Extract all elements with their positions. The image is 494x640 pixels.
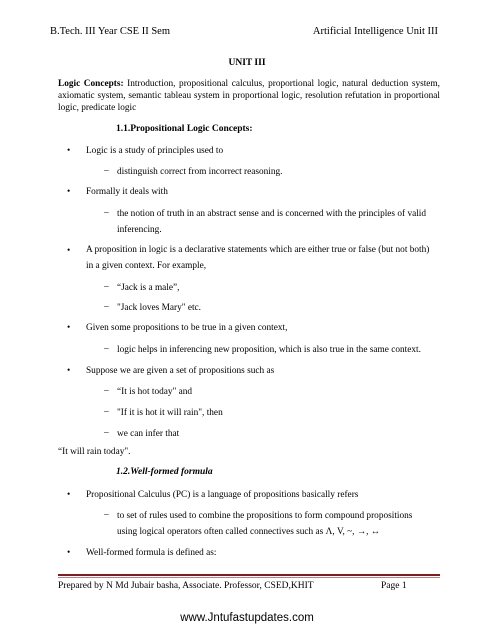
bullet-symbol: • xyxy=(67,366,71,376)
bullet-symbol: • xyxy=(67,187,71,197)
bullet-symbol: • xyxy=(67,246,71,256)
conclusion-text: “It will rain today". xyxy=(58,447,131,457)
bullet-item-6: Propositional Calculus (PC) is a language of propositions basically refers xyxy=(86,490,359,500)
bullet-item-2: Formally it deals with xyxy=(86,187,168,197)
dash-symbol: – xyxy=(104,510,109,520)
dash-symbol: – xyxy=(104,428,109,438)
bullet-item-4: Given some propositions to be true in a given context, xyxy=(86,323,288,333)
bullet-item-1: Logic is a study of principles used to xyxy=(86,146,224,156)
footer-author: Prepared by N Md Jubair basha, Associate. Professor, CSED,KHIT xyxy=(58,581,314,591)
sub-item-5-2: "If it is hot it will rain", then xyxy=(117,408,223,418)
watermark-url: www.Jntufastupdates.com xyxy=(180,612,314,624)
intro-text: Introduction, propositional calculus, proportional logic, natural deduction system, axiomatic system, semantic tableau system in proportional logic, resolution refutation in proportional logic, predicate logic xyxy=(58,79,440,113)
bullet-item-5: Suppose we are given a set of propositions such as xyxy=(86,366,275,376)
dash-symbol: – xyxy=(104,282,109,292)
sub-item-1-1: distinguish correct from incorrect reasoning. xyxy=(117,167,283,177)
sub-item-5-3: we can infer that xyxy=(117,429,180,439)
dash-symbol: – xyxy=(104,166,109,176)
footer-rule-thin xyxy=(58,577,440,578)
dash-symbol: – xyxy=(104,407,109,417)
sub-item-6-1: to set of rules used to combine the propositions to form compound propositions using logical operators often called connectives such as Λ, V, ~, →, ↔ xyxy=(117,511,413,537)
intro-paragraph xyxy=(58,78,440,114)
header-right: Artificial Intelligence Unit III xyxy=(312,26,438,37)
dash-symbol: – xyxy=(104,344,109,354)
sub-item-3-1: “Jack is a male”, xyxy=(117,283,180,293)
footer-rule xyxy=(58,574,440,576)
sub-item-2-1: the notion of truth in an abstract sense and is concerned with the principles of valid inferencing. xyxy=(117,209,427,235)
section-heading-2: 1.2.Well-formed formula xyxy=(116,467,213,477)
dash-symbol: – xyxy=(104,208,109,218)
dash-symbol: – xyxy=(104,302,109,312)
sub-item-4-1: logic helps in inferencing new proposition, which is also true in the same context. xyxy=(117,345,421,355)
bullet-symbol: • xyxy=(67,490,71,500)
intro-label: Logic Concepts: xyxy=(58,79,124,89)
bullet-symbol: • xyxy=(67,146,71,156)
bullet-item-3: A proposition in logic is a declarative statements which are either true or false (but not both) in a given context. For example, xyxy=(86,245,430,271)
sub-item-3-2: "Jack loves Mary" etc. xyxy=(117,303,202,313)
header-left: B.Tech. III Year CSE II Sem xyxy=(50,26,170,37)
dash-symbol: – xyxy=(104,386,109,396)
bullet-symbol: • xyxy=(67,548,71,558)
section-heading-1: 1.1.Propositional Logic Concepts: xyxy=(116,124,253,134)
page-title: UNIT III xyxy=(228,58,266,68)
bullet-item-7: Well-formed formula is defined as: xyxy=(86,548,217,558)
bullet-symbol: • xyxy=(67,323,71,333)
sub-item-5-1: “It is hot today" and xyxy=(117,387,193,397)
footer-page-number: Page 1 xyxy=(381,581,407,591)
